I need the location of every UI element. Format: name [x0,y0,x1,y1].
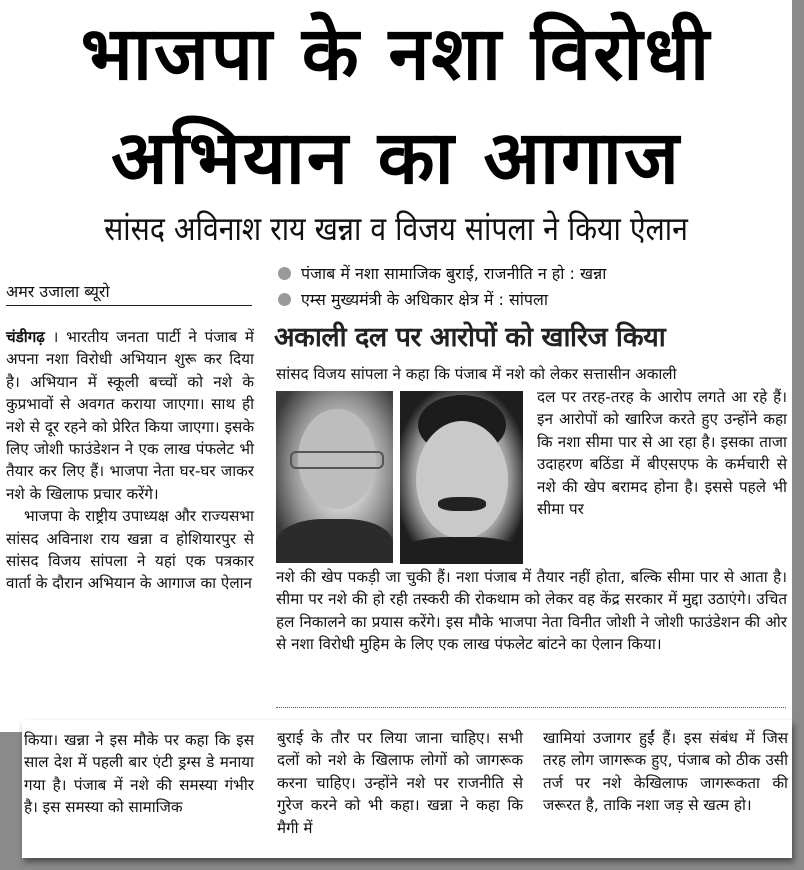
highlight-item [278,286,788,312]
highlights-list [278,260,788,312]
bullet-dot-icon [278,293,291,306]
left-para-2: भाजपा के राष्ट्रीय उपाध्यक्ष और राज्यसभा सांसद अविनाश राय खन्ना व होशियारपुर से सांसद विजय सांपला ने यहां एक पत्रकार वार्ता के दौरान अभियान के आगाज का ऐलान [6,507,254,593]
jacket-shape [276,519,393,563]
face-shape [416,421,508,539]
left-column [6,326,254,595]
highlight-text: एम्स मुख्यमंत्री के अधिकार क्षेत्र में : सांपला [301,290,548,309]
dotted-divider [276,707,786,708]
headline-line-2: अभियान का आगाज [111,115,681,201]
mustache-shape [438,497,486,511]
headline-line-1: भाजपा के नशा विरोधी [80,11,712,97]
left-column-continued: किया। खन्ना ने इस मौके पर कहा कि इस साल देश में पहली बार एंटी ड्रग्स डे मनाया गया है। पंजाब में नशे की समस्या गंभीर है। इस समस्या को सामाजिक [24,731,254,817]
left-para-1-text: । भारतीय जनता पार्टी ने पंजाब में अपना नशा विरोधी अभियान शुरू कर दिया है। अभियान में स्कूली बच्चों को नशे के कुप्रभावों से अवगत कराया जाएगा। साथ ही नशे से दूर रहने को प्रेरित किया जाएगा। इसके लिए जोशी फाउंडेशन ने एक लाख पंफलेट भी तैयार कर लिए हैं। भाजपा नेता घर-घर जाकर नशे के खिलाफ प्रचार करेंगे। [6,328,254,503]
jacket-shape [400,537,523,564]
subheadline: सांसद अविनाश राय खन्ना व विजय सांपला ने किया ऐलान [104,209,688,248]
bottom-column-1: बुराई के तौर पर लिया जाना चाहिए। सभी दलों को नशे के खिलाफ लोगों को जागरूक करना चाहिए। उन्होंने नशे पर राजनीति से गुरेज करने को भी कहा। खन्ना ने कहा कि मैगी में [277,729,523,837]
photo-vijay-sampla [400,391,523,564]
glasses-shape [290,451,384,469]
photo-avinash-rai-khanna [276,391,393,563]
highlight-text: पंजाब में नशा सामाजिक बुराई, राजनीति न हो : खन्ना [301,264,607,283]
section-heading: अकाली दल पर आरोपों को खारिज किया [274,322,666,353]
highlight-item [278,260,788,286]
left-para-1 [6,326,254,505]
bottom-column-2: खामियां उजागर हुईं हैं। इस संबंध में जिस तरह लोग जागरूक हुए, पंजाब को ठीक उसी तर्ज पर नशे केखिलाफ जागरूकता की जरूरत है, ताकि नशा जड़ से खत्म हो। [543,729,788,815]
section-lead-line: सांसद विजय सांपला ने कहा कि पंजाब में नशे को लेकर सत्तासीन अकाली [276,365,677,383]
section-full-text: नशे की खेप पकड़ी जा चुकी हैं। नशा पंजाब में तैयार नहीं होता, बल्कि सीमा पार से आता है। सीमा पर नशे की हो रही तस्करी की रोकथाम को लेकर वह केंद्र सरकार में मुद्दा उठाएंगे। उचित हल निकालने का प्रयास करेंगे। इस मौके भाजपा नेता विनीत जोशी ने जोशी फाउंडेशन की ओर से नशा विरोधी मुहिम के लिए एक लाख पंफलेट बांटने का ऐलान किया। [276,568,787,654]
dateline: चंडीगढ़ [6,328,45,346]
byline: अमर उजाला ब्यूरो [6,282,252,306]
bullet-dot-icon [278,267,291,280]
section-wrap-text: दल पर तरह-तरह के आरोप लगते आ रहे हैं। इन आरोपों को खारिज करते हुए उन्होंने कहा कि नशा सीमा पार से आ रहा है। इसका ताजा उदाहरण बठिंडा में बीएसएफ के कर्मचारी से नशे की खेप बरामद होना है। इससे पहले भी सीमा पर [537,388,787,519]
